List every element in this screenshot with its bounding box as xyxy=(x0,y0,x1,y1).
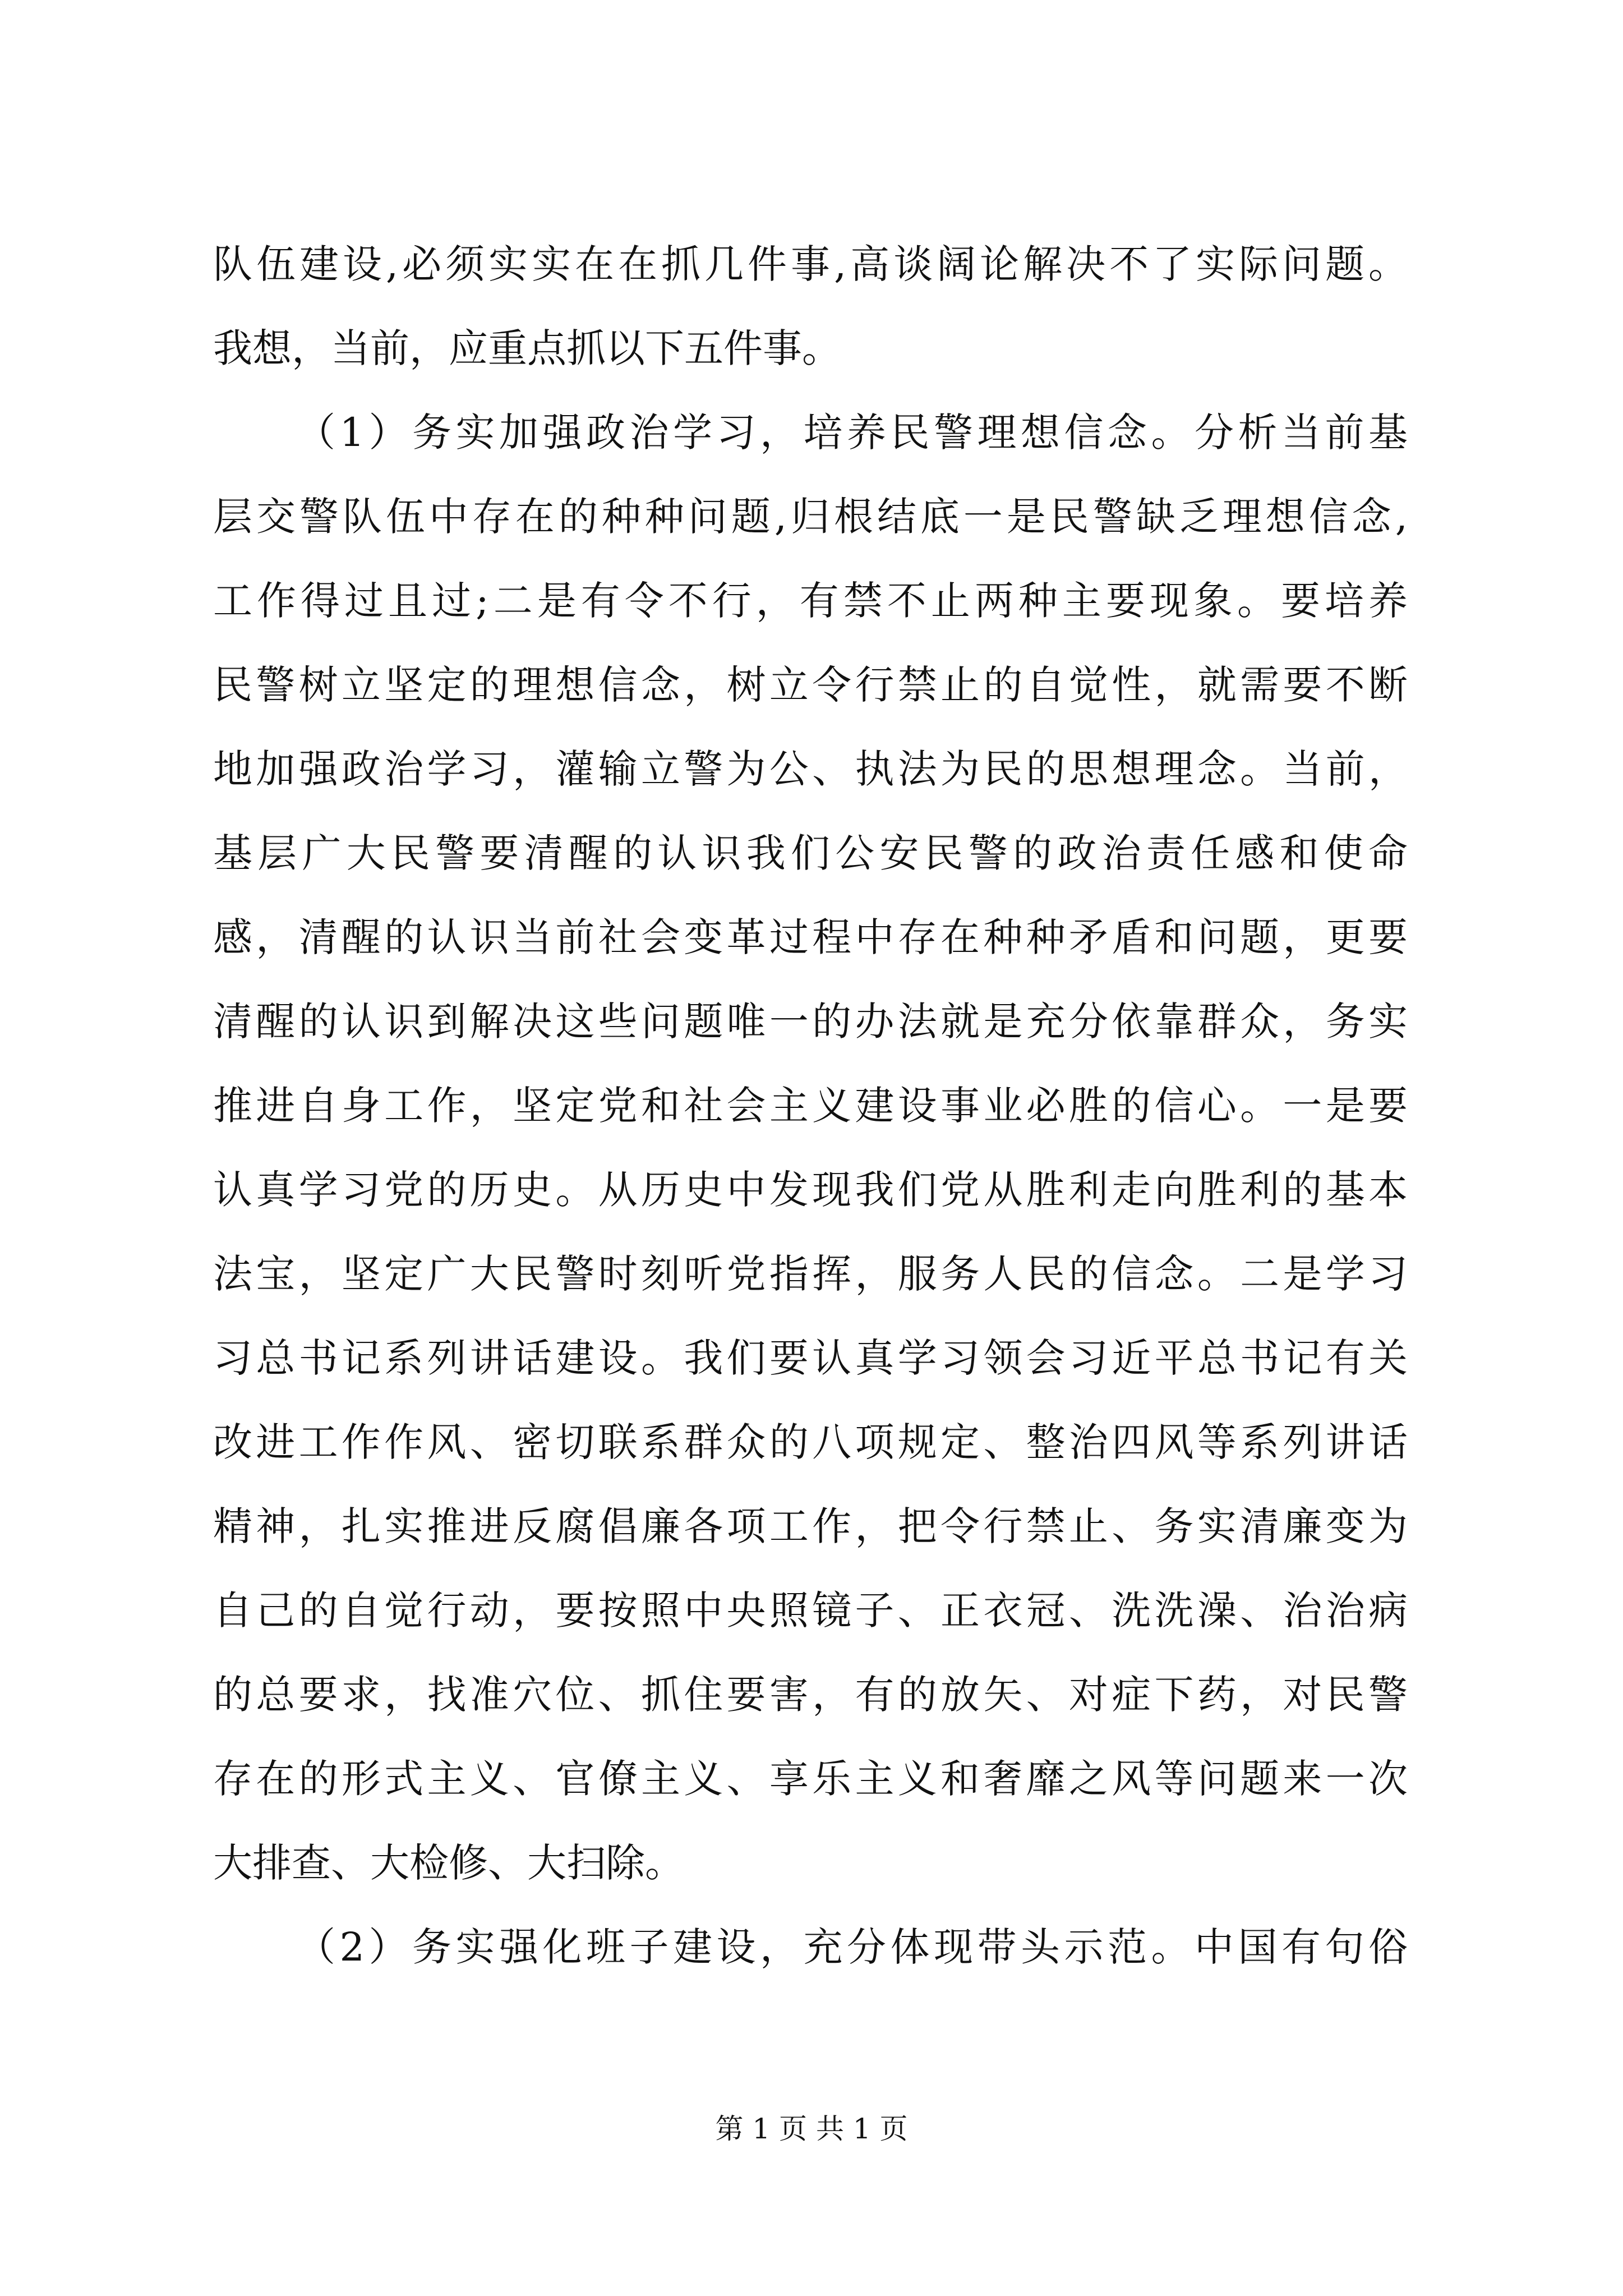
text-line: 推进自身工作，坚定党和社会主义建设事业必胜的信心。一是要 xyxy=(213,1083,1408,1129)
text-line: 的总要求，找准穴位、抓住要害，有的放矢、对症下药，对民警 xyxy=(213,1672,1408,1718)
text-line: 习总书记系列讲话建设。我们要认真学习领会习近平总书记有关 xyxy=(213,1335,1408,1381)
text-line: 民警树立坚定的理想信念，树立令行禁止的自觉性，就需要不断 xyxy=(213,662,1408,708)
text-line: 法宝，坚定广大民警时刻听党指挥，服务人民的信念。二是学习 xyxy=(213,1251,1408,1297)
paragraph-2-start: （2）务实强化班子建设，充分体现带头示范。中国有句俗 xyxy=(296,1924,1408,1970)
text-line: 改进工作作风、密切联系群众的八项规定、整治四风等系列讲话 xyxy=(213,1419,1408,1465)
text-line: 清醒的认识到解决这些问题唯一的办法就是充分依靠群众，务实 xyxy=(213,999,1408,1045)
paragraph-1-start: （1）务实加强政治学习，培养民警理想信念。分析当前基 xyxy=(296,409,1408,455)
text-line: 层交警队伍中存在的种种问题,归根结底一是民警缺乏理想信念, xyxy=(213,494,1408,540)
text-line: 自己的自觉行动，要按照中央照镜子、正衣冠、洗洗澡、治治病 xyxy=(213,1588,1408,1634)
text-line: 队伍建设,必须实实在在抓几件事,高谈阔论解决不了实际问题。 xyxy=(213,241,1408,287)
text-line: 感，清醒的认识当前社会变革过程中存在种种矛盾和问题，更要 xyxy=(213,914,1408,960)
text-line: 大排查、大检修、大扫除。 xyxy=(213,1840,684,1886)
text-line: 工作得过且过;二是有令不行，有禁不止两种主要现象。要培养 xyxy=(213,578,1408,624)
text-line: 基层广大民警要清醒的认识我们公安民警的政治责任感和使命 xyxy=(213,830,1408,876)
text-line: 我想，当前，应重点抓以下五件事。 xyxy=(213,325,841,371)
text-line: 认真学习党的历史。从历史中发现我们党从胜利走向胜利的基本 xyxy=(213,1167,1408,1213)
text-line: 存在的形式主义、官僚主义、享乐主义和奢靡之风等问题来一次 xyxy=(213,1756,1408,1802)
text-line: 精神，扎实推进反腐倡廉各项工作，把令行禁止、务实清廉变为 xyxy=(213,1503,1408,1549)
page-footer: 第 1 页 共 1 页 xyxy=(715,2113,908,2145)
text-line: 地加强政治学习，灌输立警为公、执法为民的思想理念。当前， xyxy=(213,746,1408,792)
